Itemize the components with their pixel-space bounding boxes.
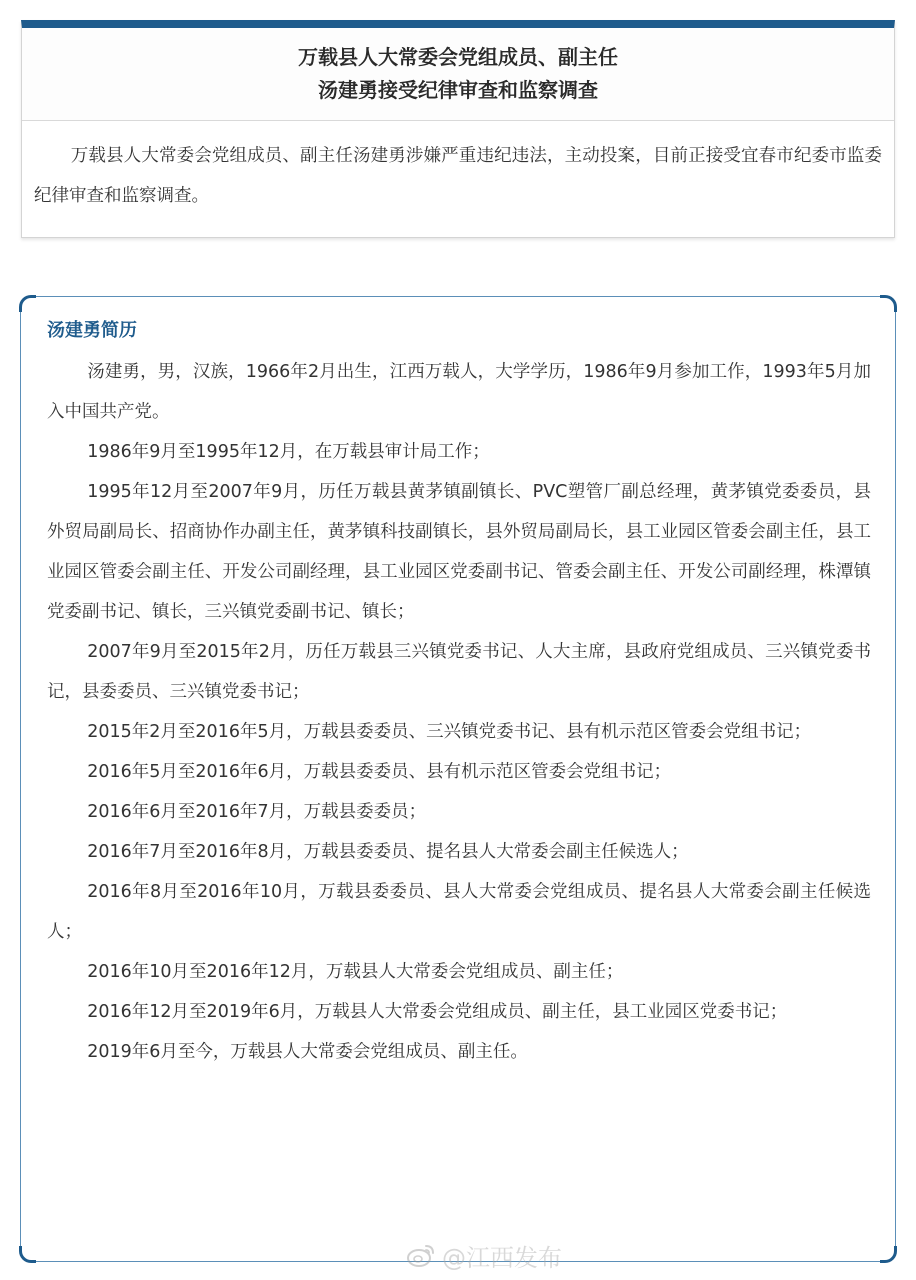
notice-card	[21, 20, 895, 238]
resume-paragraph: 2016年7月至2016年8月，万载县委委员、提名县人大常委会副主任候选人；	[87, 842, 689, 862]
resume-paragraph: 2019年6月至今，万载县人大常委会党组成员、副主任。	[87, 1042, 528, 1062]
frame-corner-decoration	[880, 295, 897, 312]
resume-paragraph: 汤建勇，男，汉族，1966年2月出生，江西万载人，大学学历，1986年9月参加工作，1993年5月加入中国共产党。	[47, 362, 871, 422]
notice-title-line-2: 汤建勇接受纪律审查和监察调查	[318, 78, 598, 102]
resume-list	[47, 352, 871, 1072]
frame-corner-decoration	[19, 1246, 36, 1263]
notice-header	[22, 28, 894, 121]
notice-body-text: 万载县人大常委会党组成员、副主任汤建勇涉嫌严重违纪违法，主动投案，目前正接受宜春市纪委市监委纪律审查和监察调查。	[34, 146, 882, 206]
resume-paragraph: 2016年6月至2016年7月，万载县委委员；	[87, 802, 427, 822]
weibo-logo-icon	[406, 1242, 436, 1268]
resume-paragraph: 1995年12月至2007年9月，历任万载县黄茅镇副镇长、PVC塑管厂副总经理，黄茅镇党委委员，县外贸局副局长、招商协作办副主任，黄茅镇科技副镇长，县外贸局副局长，县工业园区管委会副主任，县工业园区管委会副主任、开发公司副经理，县工业园区党委副书记、管委会副主任、开发公司副经理，株潭镇党委副书记、镇长，三兴镇党委副书记、镇长；	[47, 482, 871, 622]
resume-paragraph: 2015年2月至2016年5月，万载县委委员、三兴镇党委书记、县有机示范区管委会党组书记；	[87, 722, 812, 742]
resume-paragraph: 2016年5月至2016年6月，万载县委委员、县有机示范区管委会党组书记；	[87, 762, 672, 782]
watermark	[406, 1238, 562, 1272]
watermark-text: @江西发布	[442, 1243, 562, 1272]
resume-heading: 汤建勇简历	[47, 320, 137, 341]
frame-corner-decoration	[19, 295, 36, 312]
resume-paragraph: 2016年10月至2016年12月，万载县人大常委会党组成员、副主任；	[87, 962, 624, 982]
resume-paragraph: 2016年12月至2019年6月，万载县人大常委会党组成员、副主任，县工业园区党委书记；	[87, 1002, 788, 1022]
resume-paragraph: 2016年8月至2016年10月，万载县委委员、县人大常委会党组成员、提名县人大常委会副主任候选人；	[47, 882, 871, 942]
resume-paragraph: 1986年9月至1995年12月，在万载县审计局工作；	[87, 442, 490, 462]
notice-title-line-1: 万载县人大常委会党组成员、副主任	[298, 45, 618, 69]
resume-paragraph: 2007年9月至2015年2月，历任万载县三兴镇党委书记、人大主席，县政府党组成员、三兴镇党委书记，县委委员、三兴镇党委书记；	[47, 642, 871, 702]
frame-corner-decoration	[880, 1246, 897, 1263]
